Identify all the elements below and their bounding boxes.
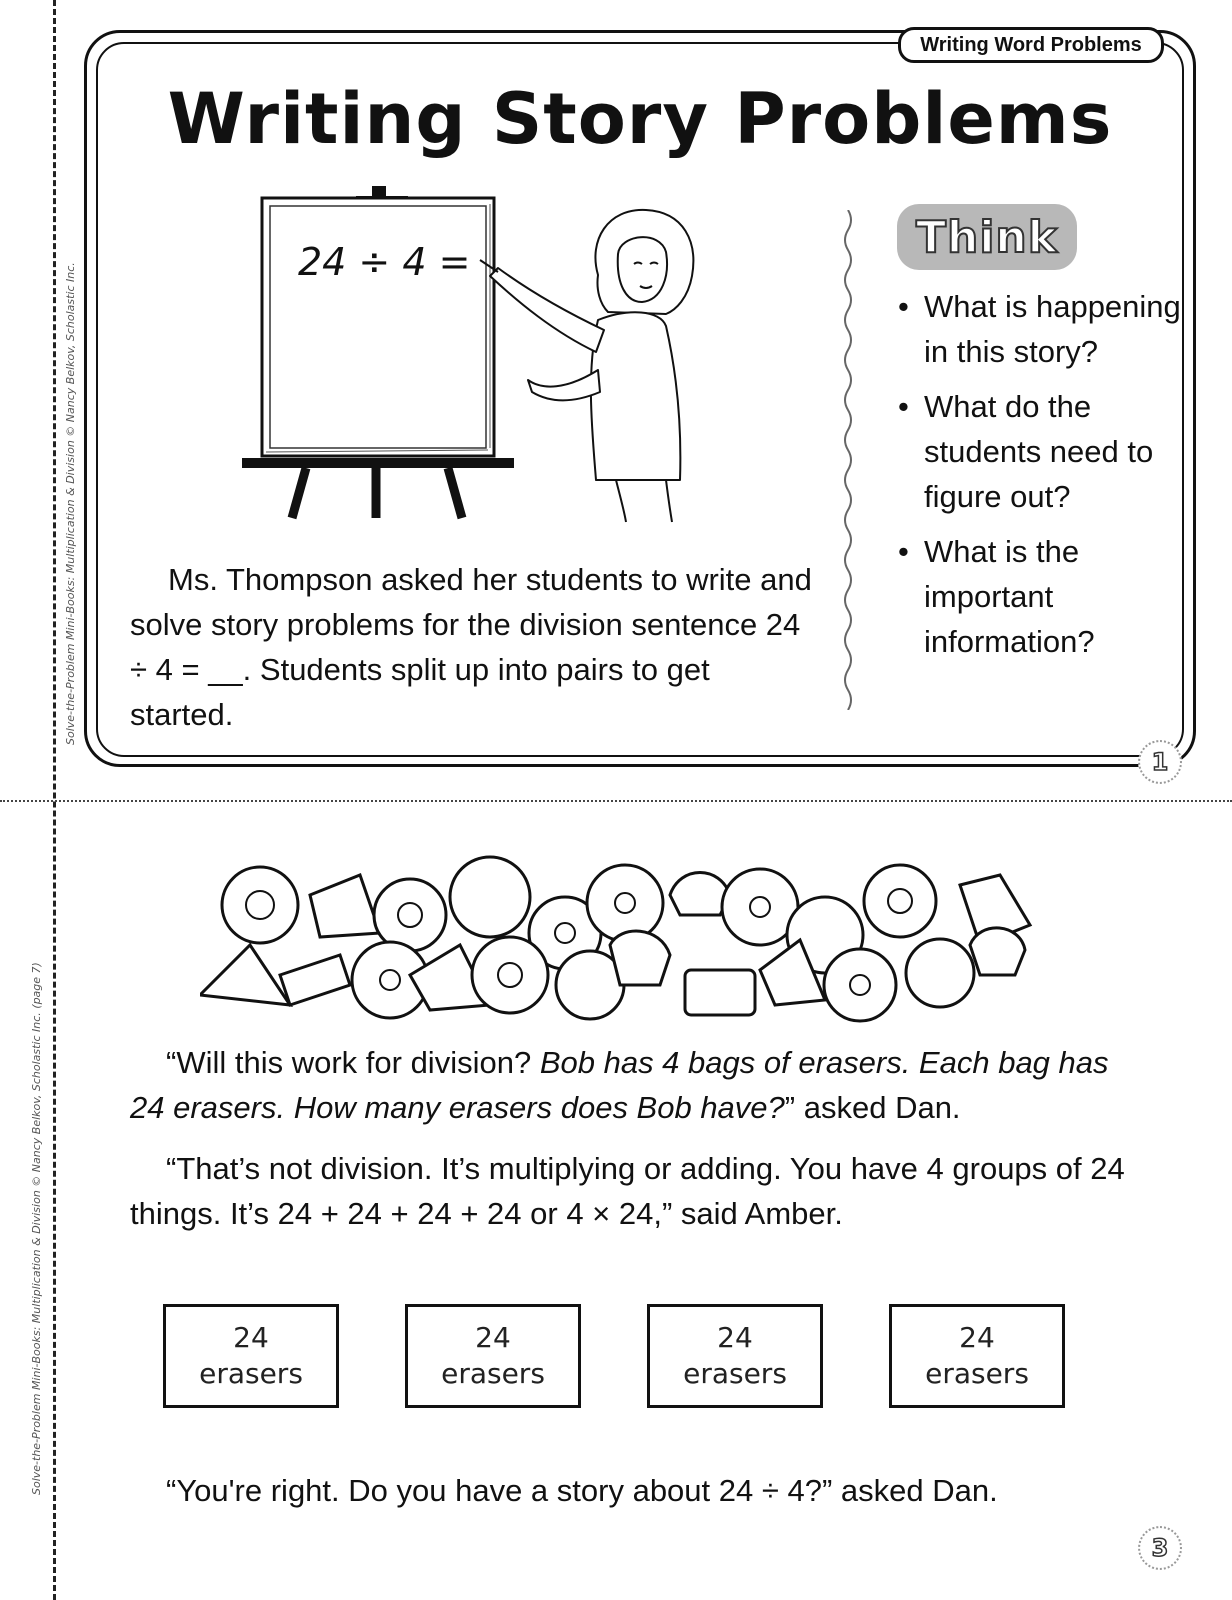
dialog1-start: “Will this work for division? <box>166 1045 540 1080</box>
think-question: • What is the important information? <box>898 529 1198 664</box>
page-title: Writing Story Problems <box>167 78 1113 160</box>
box-label: erasers <box>441 1357 545 1390</box>
page-number-1: 1 <box>1138 740 1182 784</box>
box-label: erasers <box>925 1357 1029 1390</box>
section-tab: Writing Word Problems <box>898 27 1164 63</box>
dialog3-text: “You're right. Do you have a story about 24 ÷ 4?” asked Dan. <box>166 1473 998 1508</box>
eraser-group-box <box>163 1304 339 1408</box>
box-number: 24 <box>233 1321 269 1354</box>
page-number-3: 3 <box>1138 1526 1182 1570</box>
think-badge <box>897 204 1077 270</box>
think-questions-list <box>898 284 1198 674</box>
eraser-group-box <box>889 1304 1065 1408</box>
box-label: erasers <box>683 1357 787 1390</box>
think-label: Think <box>915 211 1058 263</box>
fold-line-horizontal <box>0 800 1232 802</box>
dialog1-story: Bob has 4 bags of erasers. Each bag has 24 erasers. How many erasers does Bob have? <box>130 1045 1109 1125</box>
box-label: erasers <box>199 1357 303 1390</box>
box-number: 24 <box>717 1321 753 1354</box>
dialog-dan-question <box>130 1040 1130 1130</box>
erasers-pile-illustration <box>200 855 1060 1035</box>
copyright-credit-bottom: Solve-the-Problem Mini-Books: Multiplication & Division © Nancy Belkov, Scholastic Inc. (page 7) <box>30 962 43 1495</box>
eraser-group-box <box>647 1304 823 1408</box>
box-number: 24 <box>475 1321 511 1354</box>
teacher-easel-illustration <box>236 180 706 525</box>
story-paragraph <box>130 557 820 737</box>
box-number: 24 <box>959 1321 995 1354</box>
wavy-divider <box>840 210 856 710</box>
dialog1-end: ” asked Dan. <box>784 1090 961 1125</box>
dialog-dan-followup <box>166 1468 1166 1513</box>
think-question: • What is happening in this story? <box>898 284 1198 374</box>
copyright-credit-top: Solve-the-Problem Mini-Books: Multiplication & Division © Nancy Belkov, Scholastic Inc. <box>64 262 77 745</box>
dialog2-text: “That’s not division. It’s multiplying or adding. You have 4 groups of 24 things. It’s 24 + 24 + 24 + 24 or 4 × 24,” said Amber. <box>130 1151 1125 1231</box>
dialog-amber-reply <box>130 1146 1130 1236</box>
board-equation: 24 ÷ 4 = <box>298 240 471 284</box>
eraser-group-box <box>405 1304 581 1408</box>
story-text: Ms. Thompson asked her students to write and solve story problems for the division sentence 24 ÷ 4 = __. Students split up into pairs to get started. <box>130 562 812 732</box>
think-question: • What do the students need to figure out? <box>898 384 1198 519</box>
